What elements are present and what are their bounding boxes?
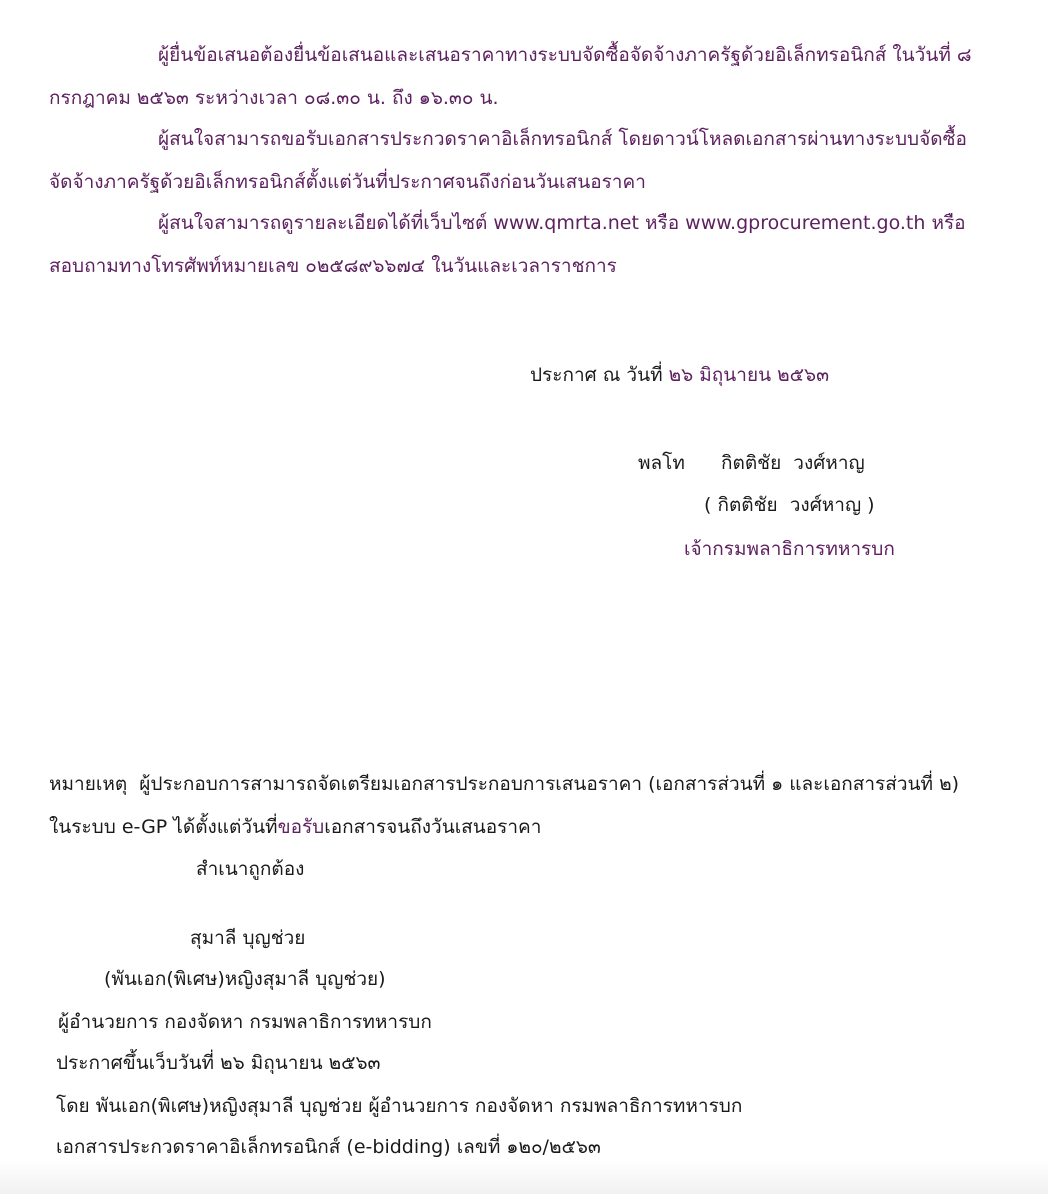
note-line-1: หมายเหตุ ผู้ประกอบการสามารถจัดเตรียมเอกสารประกอบการเสนอราคา (เอกสารส่วนที่ ๑ และเอกสารส่วนที่ ๒) bbox=[49, 773, 960, 795]
details-line-1: ผู้สนใจสามารถดูรายละเอียดได้ที่เว็บไซต์ www.qmrta.net หรือ www.gprocurement.go.th หรือ bbox=[158, 212, 966, 234]
note-line-2-end: เอกสารจนถึงวันเสนอราคา bbox=[324, 816, 542, 838]
announcement-date-prefix: ประกาศ ณ วันที่ bbox=[530, 364, 663, 386]
note-line-2 bbox=[49, 814, 541, 840]
signatory-rank: พลโท bbox=[638, 452, 685, 474]
posted-by: โดย พันเอก(พิเศษ)หญิงสุมาลี บุญช่วย ผู้อำนวยการ กองจัดหา กรมพลาธิการทหารบก bbox=[56, 1095, 743, 1117]
download-line-2: จัดจ้างภาครัฐด้วยอิเล็กทรอนิกส์ตั้งแต่วันที่ประกาศจนถึงก่อนวันเสนอราคา bbox=[49, 171, 646, 193]
certifier-position: ผู้อำนวยการ กองจัดหา กรมพลาธิการทหารบก bbox=[58, 1011, 432, 1033]
submission-line-1: ผู้ยื่นข้อเสนอต้องยื่นข้อเสนอและเสนอราคาทางระบบจัดซื้อจัดจ้างภาครัฐด้วยอิเล็กทรอนิกส์ ในวันที่ ๘ bbox=[158, 44, 972, 66]
signatory-name: กิตติชัย วงศ์หาญ bbox=[721, 452, 865, 474]
note-line-2-start: ในระบบ e-GP ได้ตั้งแต่วันที่ bbox=[49, 816, 278, 838]
certified-copy-label: สำเนาถูกต้อง bbox=[196, 858, 305, 880]
details-line-2: สอบถามทางโทรศัพท์หมายเลข ๐๒๕๘๙๖๖๗๔ ในวันและเวลาราชการ bbox=[49, 255, 617, 277]
signatory-name-parenthesized: ( กิตติชัย วงศ์หาญ ) bbox=[704, 494, 875, 516]
signatory-position: เจ้ากรมพลาธิการทหารบก bbox=[684, 538, 895, 560]
announcement-date bbox=[530, 362, 829, 388]
submission-line-2: กรกฎาคม ๒๕๖๓ ระหว่างเวลา ๐๘.๓๐ น. ถึง ๑๖.๓๐ น. bbox=[49, 87, 499, 109]
document-reference: เอกสารประกวดราคาอิเล็กทรอนิกส์ (e-bidding) เลขที่ ๑๒๐/๒๕๖๓ bbox=[56, 1136, 601, 1158]
certifier-signature-name: สุมาลี บุญช่วย bbox=[190, 927, 306, 949]
note-line-2-highlight: ขอรับ bbox=[277, 816, 325, 838]
certifier-full-name: (พันเอก(พิเศษ)หญิงสุมาลี บุญช่วย) bbox=[104, 968, 386, 990]
web-posted-date: ประกาศขึ้นเว็บวันที่ ๒๖ มิถุนายน ๒๕๖๓ bbox=[56, 1052, 381, 1074]
download-line-1: ผู้สนใจสามารถขอรับเอกสารประกวดราคาอิเล็กทรอนิกส์ โดยดาวน์โหลดเอกสารผ่านทางระบบจัดซื้อ bbox=[158, 128, 967, 150]
announcement-date-value: ๒๖ มิถุนายน ๒๕๖๓ bbox=[668, 364, 830, 386]
bottom-shade bbox=[0, 1160, 1048, 1194]
